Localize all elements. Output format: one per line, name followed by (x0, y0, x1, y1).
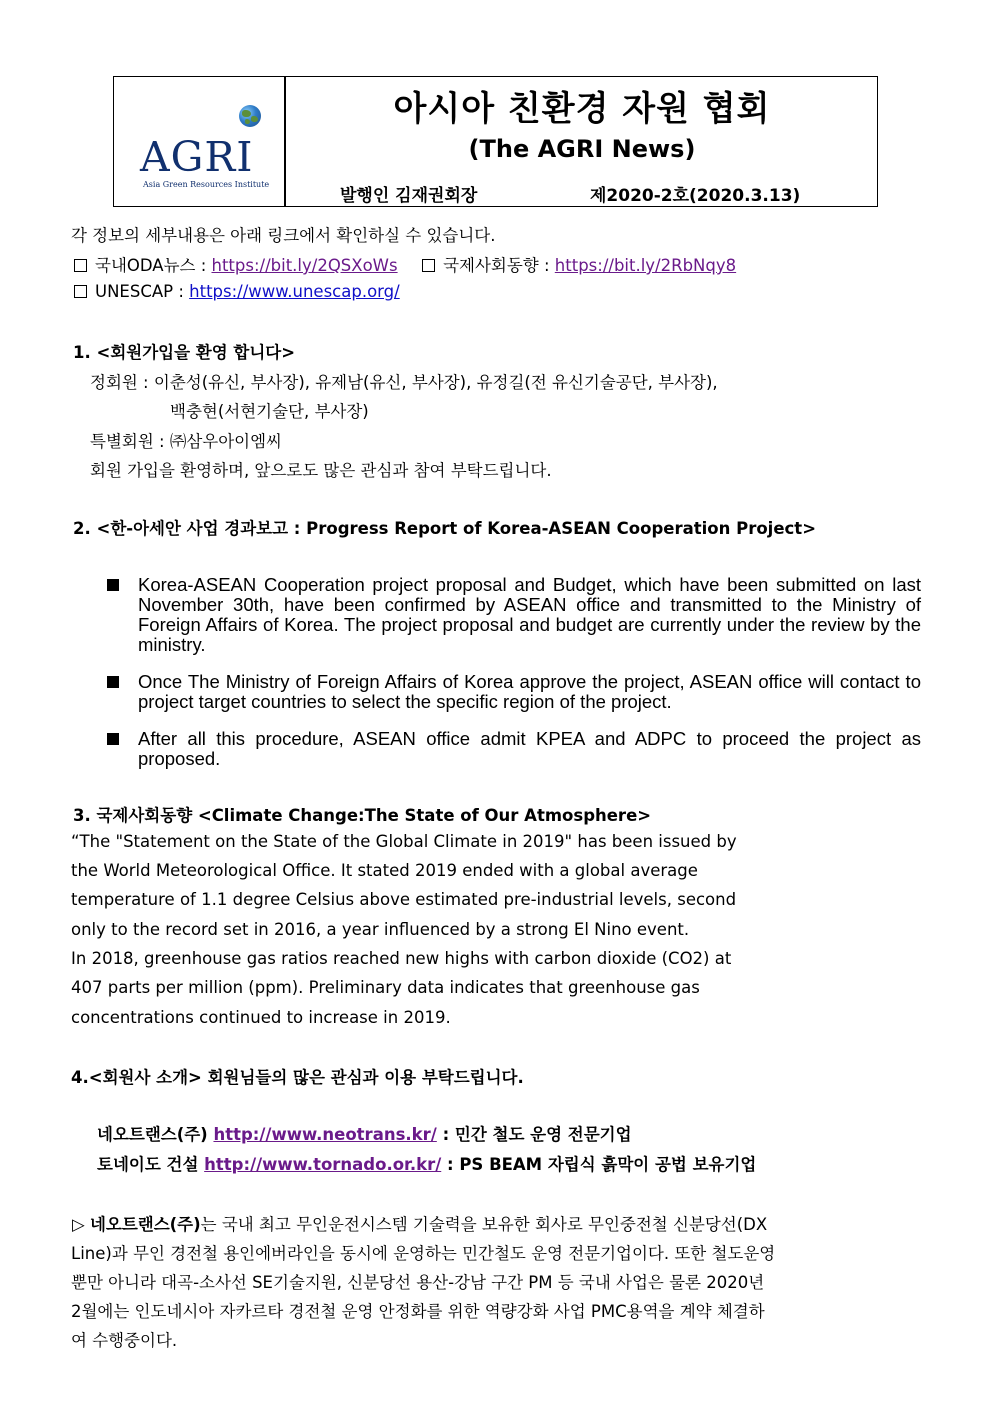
link-neotrans[interactable]: http://www.neotrans.kr/ (213, 1125, 437, 1144)
climate-text-line: temperature of 1.1 degree Celsius above estimated pre-industrial levels, second (71, 890, 737, 909)
link-oda-news[interactable]: https://bit.ly/2QSXoWs (211, 256, 398, 275)
climate-text-line: “The "Statement on the State of the Global Climate in 2019" has been issued by (71, 832, 737, 851)
climate-text-line: 407 parts per million (ppm). Preliminary data indicates that greenhouse gas (71, 978, 700, 997)
header-box (113, 76, 878, 207)
issue-number: 제2020-2호(2020.3.13) (590, 186, 801, 206)
company-name: 네오트랜스(주) (97, 1125, 208, 1144)
company-detail-line: 여 수행중이다. (71, 1331, 178, 1350)
company-detail-line: ▷ 네오트랜스(주)는 국내 최고 무인운전시스템 기술력을 보유한 회사로 무인중전철 신분당선(DX (72, 1215, 768, 1234)
newsletter-subtitle: (The AGRI News) (468, 135, 696, 163)
link-label-oda: 국내ODA뉴스 : (95, 256, 207, 275)
detail-company-name: 네오트랜스(주) (89, 1215, 201, 1234)
company-row-tornado (97, 1151, 756, 1175)
globe-icon (239, 105, 261, 127)
regular-members-line1: 이춘성(유신, 부사장), 유제남(유신, 부사장), 유정길(전 유신기술공단, 부사장), (153, 373, 718, 392)
special-members (90, 428, 282, 452)
section2-heading: 2. <한-아세안 사업 경과보고 : Progress Report of Korea-ASEAN Cooperation Project> (73, 519, 817, 538)
bullet-icon (107, 733, 119, 745)
regular-members-line2: 백충현(서현기술단, 부사장) (170, 402, 369, 421)
agri-logo (114, 77, 284, 206)
link-label-intl: 국제사회동향 : (443, 256, 550, 275)
publisher: 발행인 김재권회장 (340, 186, 478, 206)
progress-bullet-3: After all this procedure, ASEAN office admit KPEA and ADPC to proceed the project as proposed. (138, 728, 921, 769)
regular-label: 정회원 : (90, 373, 149, 392)
company-desc: : PS BEAM 자립식 흙막이 공법 보유기업 (447, 1155, 757, 1174)
company-detail-line: 뿐만 아니라 대곡-소사선 SE기술지원, 신분당선 용산-강남 구간 PM 등 국내 사업은 물론 2020년 (71, 1273, 765, 1292)
climate-text-line: In 2018, greenhouse gas ratios reached new highs with carbon dioxide (CO2) at (71, 949, 732, 968)
special-label: 특별회원 : (90, 432, 165, 451)
company-desc: : 민간 철도 운영 전문기업 (442, 1125, 632, 1144)
company-row-neotrans (97, 1121, 632, 1145)
newsletter-title: 아시아 친환경 자원 협회 (393, 89, 771, 129)
link-row-1 (74, 252, 736, 276)
bullet-icon (107, 676, 119, 688)
intro-line: 각 정보의 세부내용은 아래 링크에서 확인하실 수 있습니다. (71, 226, 496, 245)
link-row-2 (74, 282, 400, 301)
link-label-unescap: UNESCAP : (95, 282, 184, 301)
checkbox-icon (74, 285, 87, 298)
link-tornado[interactable]: http://www.tornado.or.kr/ (204, 1155, 442, 1174)
section3-heading: 3. 국제사회동향 <Climate Change:The State of Our Atmosphere> (73, 806, 652, 825)
link-intl-trends[interactable]: https://bit.ly/2RbNqy8 (554, 256, 737, 275)
welcome-closing: 회원 가입을 환영하며, 앞으로도 많은 관심과 참여 부탁드립니다. (90, 461, 552, 480)
section4-heading: 4.<회원사 소개> 회원님들의 많은 관심과 이용 부탁드립니다. (71, 1068, 524, 1087)
company-name: 토네이도 건설 (97, 1155, 199, 1174)
logo-wordmark: AGRI (140, 133, 254, 181)
climate-text-line: only to the record set in 2016, a year influenced by a strong El Nino event. (71, 920, 690, 939)
climate-text-line: concentrations continued to increase in 2019. (71, 1008, 451, 1027)
section1-heading: 1. <회원가입을 환영 합니다> (73, 343, 296, 362)
special-member: ㈜삼우아이엠씨 (169, 432, 282, 451)
bullet-icon (107, 579, 119, 591)
checkbox-icon (74, 259, 87, 272)
checkbox-icon (422, 259, 435, 272)
climate-text-line: the World Meteorological Office. It stated 2019 ended with a global average (71, 861, 698, 880)
company-detail-line: 2월에는 인도네시아 자카르타 경전철 운영 안정화를 위한 역량강화 사업 PMC용역을 계약 체결하 (71, 1302, 765, 1321)
progress-bullet-1: Korea-ASEAN Cooperation project proposal and Budget, which have been submitted on last November 30th, have been confirmed by ASEAN office and transmitted to the Ministry of Foreign Affairs of Korea. The project proposal and budget are currently under the review by the ministry. (138, 574, 921, 655)
logo-tagline: Asia Green Resources Institute (143, 180, 270, 189)
link-unescap[interactable]: https://www.unescap.org/ (189, 282, 400, 301)
regular-members (90, 369, 718, 393)
triangle-icon: ▷ (72, 1215, 90, 1234)
progress-bullet-2: Once The Ministry of Foreign Affairs of Korea approve the project, ASEAN office will contact to project target countries to select the specific region of the project. (138, 671, 921, 712)
company-detail-line: Line)과 무인 경전철 용인에버라인을 동시에 운영하는 민간철도 운영 전문기업이다. 또한 철도운영 (71, 1244, 776, 1263)
